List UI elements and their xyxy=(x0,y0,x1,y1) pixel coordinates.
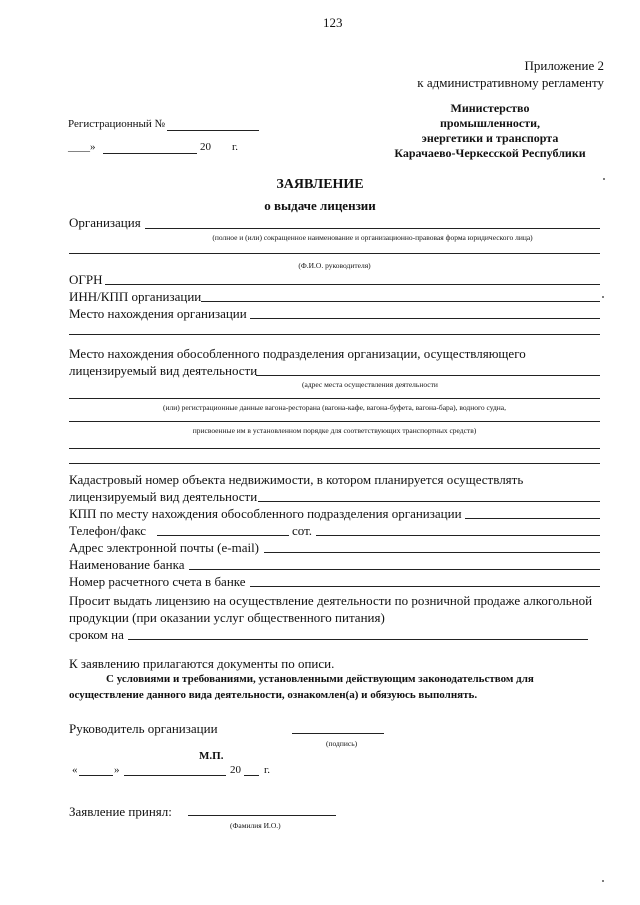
accepted-hint: (Фамилия И.О.) xyxy=(230,821,281,830)
kpp-branch-line[interactable] xyxy=(465,518,600,519)
sign-day-line[interactable] xyxy=(79,775,113,776)
branch-line-3[interactable] xyxy=(69,421,600,422)
location-line[interactable] xyxy=(250,318,600,319)
attached-note: К заявлению прилагаются документы по описи. xyxy=(69,656,335,671)
phone-label: Телефон/факс xyxy=(69,523,147,538)
registration-date-open: ____» xyxy=(68,141,96,153)
organization-line[interactable] xyxy=(145,228,600,229)
bank-label: Наименование банка xyxy=(69,557,185,572)
term-label: сроком на xyxy=(69,627,124,642)
ministry-line-3: энергетики и транспорта xyxy=(421,131,559,145)
head-name-hint: (Ф.И.О. руководителя) xyxy=(298,261,371,270)
organization-hint: (полное и (или) сокращенное наименование и организационно-правовая форма юридического лица) xyxy=(212,233,533,242)
phone-line[interactable] xyxy=(157,535,289,536)
registration-date-suffix: г. xyxy=(232,141,239,153)
kpp-branch-label: КПП по месту нахождения обособленного подразделения организации xyxy=(69,506,462,521)
sign-date-year: 20 xyxy=(230,764,241,776)
sign-month-line[interactable] xyxy=(124,775,226,776)
appendix-line-1: Приложение 2 xyxy=(524,58,604,73)
scan-speck xyxy=(602,880,604,882)
conditions-line-1: С условиями и требованиями, установленными действующим законодательством для xyxy=(106,673,534,685)
branch-address-line[interactable] xyxy=(256,375,600,376)
account-line[interactable] xyxy=(250,586,600,587)
head-name-line[interactable] xyxy=(69,253,600,254)
ministry-line-2: промышленности, xyxy=(439,116,541,130)
ministry-line-1: Министерство xyxy=(450,101,530,115)
ogrn-line[interactable] xyxy=(105,284,600,285)
term-line[interactable] xyxy=(128,639,588,640)
branch-line-2[interactable] xyxy=(69,398,600,399)
head-label: Руководитель организации xyxy=(69,721,218,736)
cadastral-label-1: Кадастровый номер объекта недвижимости, в котором планируется осуществлять xyxy=(69,472,524,487)
sign-date-suffix: г. xyxy=(264,764,271,776)
branch-hint: (адрес места осуществления деятельности xyxy=(302,380,438,389)
inn-kpp-line[interactable] xyxy=(201,301,600,302)
ogrn-label: ОГРН xyxy=(69,272,103,287)
registration-date-line[interactable] xyxy=(103,153,197,154)
email-label: Адрес электронной почты (e-mail) xyxy=(69,540,260,555)
document-subtitle: о выдаче лицензии xyxy=(264,198,376,213)
sign-date-close: » xyxy=(114,764,120,776)
accepted-label: Заявление принял: xyxy=(69,804,172,819)
inn-kpp-label: ИНН/КПП организации xyxy=(69,289,202,304)
location-line-2[interactable] xyxy=(69,334,600,335)
conditions-line-2: осуществление данного вида деятельности, ознакомлен(а) и обязуюсь выполнять. xyxy=(69,689,478,701)
scan-speck xyxy=(602,296,604,298)
wagon-hint: (или) регистрационные данные вагона-ресторана (вагона-кафе, вагона-буфета, вагона-бара), водного судна, xyxy=(162,403,507,412)
bank-line[interactable] xyxy=(189,569,600,570)
accepted-line[interactable] xyxy=(188,815,336,816)
registration-label: Регистрационный № xyxy=(68,118,166,130)
sign-year-line[interactable] xyxy=(244,775,259,776)
registration-date-year: 20 xyxy=(200,141,211,153)
email-line[interactable] xyxy=(264,552,600,553)
branch-label-1: Место нахождения обособленного подразделения организации, осуществляющего xyxy=(69,346,526,361)
request-label-1: Просит выдать лицензию на осуществление деятельности по розничной продаже алкогольной xyxy=(69,593,593,608)
cadastral-label-2: лицензируемый вид деятельности xyxy=(69,489,258,504)
page-number: 123 xyxy=(323,15,343,30)
signature-line[interactable] xyxy=(292,733,384,734)
cadastral-line[interactable] xyxy=(258,501,600,502)
stamp-label: М.П. xyxy=(199,750,224,762)
branch-line-5[interactable] xyxy=(69,463,600,464)
scan-speck xyxy=(603,178,605,180)
location-label: Место нахождения организации xyxy=(69,306,247,321)
appendix-line-2: к административному регламенту xyxy=(417,75,604,90)
mobile-label: сот. xyxy=(292,523,313,538)
assigned-hint: присвоенные им в установленном порядке для соответствующих транспортных средств) xyxy=(192,426,477,435)
mobile-line[interactable] xyxy=(316,535,600,536)
branch-line-4[interactable] xyxy=(69,448,600,449)
account-label: Номер расчетного счета в банке xyxy=(69,574,246,589)
branch-label-2: лицензируемый вид деятельности xyxy=(69,363,258,378)
signature-hint: (подпись) xyxy=(326,739,358,748)
ministry-line-4: Карачаево-Черкесской Республики xyxy=(394,146,586,160)
request-label-2: продукции (при оказании услуг общественного питания) xyxy=(69,610,385,625)
registration-number-line[interactable] xyxy=(167,130,259,131)
sign-date-open: « xyxy=(72,764,78,776)
organization-label: Организация xyxy=(69,215,141,230)
document-title: ЗАЯВЛЕНИЕ xyxy=(276,177,364,192)
